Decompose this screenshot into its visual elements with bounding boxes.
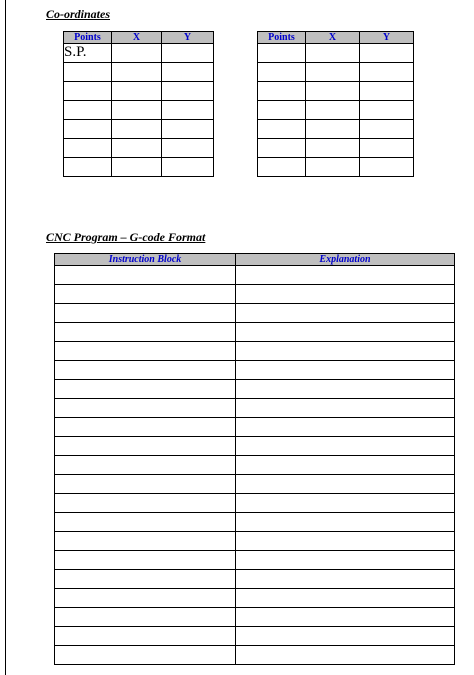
table-row [55,285,455,304]
table-row [55,437,455,456]
table-row [55,589,455,608]
explanation-cell[interactable] [236,627,455,646]
instruction-block-cell[interactable] [55,285,236,304]
coordinates-table-left [63,31,214,177]
table-cell[interactable] [64,120,112,139]
table-cell[interactable] [64,101,112,120]
table-cell[interactable] [112,63,162,82]
instruction-block-cell[interactable] [55,342,236,361]
table-cell[interactable] [306,120,360,139]
instruction-block-cell[interactable] [55,437,236,456]
explanation-cell[interactable] [236,304,455,323]
table-cell[interactable] [258,158,306,177]
explanation-cell[interactable] [236,437,455,456]
table-row [55,342,455,361]
table-cell[interactable] [64,63,112,82]
explanation-cell[interactable] [236,570,455,589]
instruction-block-cell[interactable] [55,304,236,323]
table-cell[interactable] [112,101,162,120]
table-cell[interactable] [162,63,214,82]
table-row [55,513,455,532]
instruction-block-cell[interactable] [55,380,236,399]
table-cell[interactable] [360,139,414,158]
instruction-block-cell[interactable] [55,494,236,513]
explanation-cell[interactable] [236,608,455,627]
x-column-header: X [112,32,162,44]
explanation-cell[interactable] [236,285,455,304]
instruction-block-cell[interactable] [55,266,236,285]
explanation-cell[interactable] [236,418,455,437]
instruction-block-cell[interactable] [55,589,236,608]
explanation-cell[interactable] [236,266,455,285]
table-cell[interactable] [162,44,214,63]
table-row [55,627,455,646]
table-row [258,44,414,63]
explanation-cell[interactable] [236,494,455,513]
table-cell[interactable] [162,158,214,177]
instruction-block-cell[interactable] [55,532,236,551]
explanation-cell[interactable] [236,532,455,551]
table-row [55,646,455,665]
table-cell[interactable] [306,82,360,101]
table-row [55,494,455,513]
table-row [55,380,455,399]
table-row [64,158,214,177]
y-column-header: Y [162,32,214,44]
table-cell[interactable] [258,63,306,82]
table-row [64,44,214,63]
table-row [258,139,414,158]
table-cell[interactable] [360,158,414,177]
explanation-cell[interactable] [236,646,455,665]
instruction-block-cell[interactable] [55,608,236,627]
explanation-column-header: Explanation [236,254,455,266]
table-cell[interactable] [162,139,214,158]
table-row [55,551,455,570]
explanation-cell[interactable] [236,456,455,475]
table-row [55,304,455,323]
table-cell[interactable] [64,82,112,101]
table-cell[interactable] [306,101,360,120]
instruction-block-cell[interactable] [55,627,236,646]
instruction-block-column-header: Instruction Block [55,254,236,266]
table-row [64,101,214,120]
table-cell[interactable] [360,44,414,63]
table-row [55,456,455,475]
table-cell[interactable] [162,101,214,120]
explanation-cell[interactable] [236,551,455,570]
explanation-cell[interactable] [236,380,455,399]
table-cell[interactable] [306,63,360,82]
table-cell[interactable] [306,44,360,63]
start-point-label: S.P. [64,44,112,63]
points-column-header: Points [258,32,306,44]
table-row [64,82,214,101]
table-row [55,532,455,551]
table-cell[interactable] [360,82,414,101]
table-row [64,139,214,158]
table-row [55,418,455,437]
table-cell[interactable] [112,44,162,63]
page-margin-line [5,0,6,675]
table-row [55,475,455,494]
table-row [64,63,214,82]
table-cell[interactable] [258,44,306,63]
instruction-block-cell[interactable] [55,323,236,342]
cnc-program-table [54,253,455,665]
table-cell[interactable] [306,139,360,158]
table-cell[interactable] [360,63,414,82]
cnc-program-heading: CNC Program – G-code Format [46,230,206,244]
instruction-block-cell[interactable] [55,361,236,380]
table-cell[interactable] [64,139,112,158]
table-row [258,120,414,139]
table-cell[interactable] [360,101,414,120]
coordinates-heading: Co-ordinates [46,7,111,21]
table-row [55,361,455,380]
explanation-cell[interactable] [236,399,455,418]
table-cell[interactable] [258,101,306,120]
explanation-cell[interactable] [236,513,455,532]
table-row [258,82,414,101]
table-row [258,101,414,120]
instruction-block-cell[interactable] [55,570,236,589]
table-cell[interactable] [258,120,306,139]
table-cell[interactable] [112,82,162,101]
table-cell[interactable] [112,120,162,139]
coordinates-table-right [257,31,414,177]
table-row [258,63,414,82]
points-column-header: Points [64,32,112,44]
table-row [55,323,455,342]
instruction-block-cell[interactable] [55,475,236,494]
table-cell[interactable] [258,82,306,101]
table-cell[interactable] [306,158,360,177]
table-cell[interactable] [64,158,112,177]
instruction-block-cell[interactable] [55,646,236,665]
table-cell[interactable] [162,120,214,139]
cnc-table-body [55,266,455,665]
explanation-cell[interactable] [236,361,455,380]
explanation-cell[interactable] [236,342,455,361]
table-cell[interactable] [360,120,414,139]
instruction-block-cell[interactable] [55,513,236,532]
instruction-block-cell[interactable] [55,456,236,475]
table-row [55,570,455,589]
x-column-header: X [306,32,360,44]
table-row [55,399,455,418]
instruction-block-cell[interactable] [55,418,236,437]
instruction-block-cell[interactable] [55,399,236,418]
table-row [55,608,455,627]
explanation-cell[interactable] [236,323,455,342]
table-cell[interactable] [112,139,162,158]
table-row [64,120,214,139]
table-cell[interactable] [112,158,162,177]
explanation-cell[interactable] [236,589,455,608]
y-column-header: Y [360,32,414,44]
table-cell[interactable] [162,82,214,101]
instruction-block-cell[interactable] [55,551,236,570]
table-row [55,266,455,285]
table-cell[interactable] [258,139,306,158]
table-row [258,158,414,177]
explanation-cell[interactable] [236,475,455,494]
